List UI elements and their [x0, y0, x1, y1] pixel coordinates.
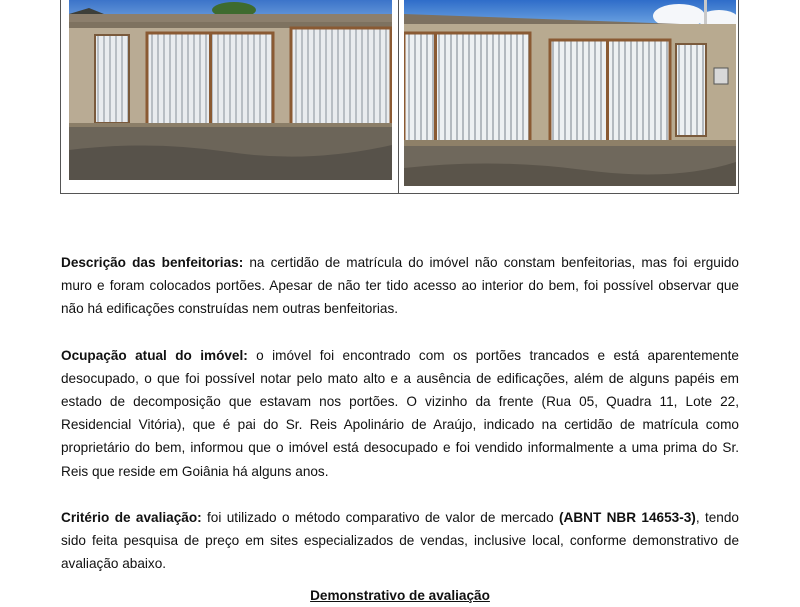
property-photo-left — [69, 0, 392, 180]
improvements-label: Descrição das benfeitorias: — [61, 254, 244, 270]
criteria-text-after: , tendo sido feita pesquisa de preço em sites especializados de vendas, inclusive local, conforme demonstrativo de avaliação abaixo. — [61, 509, 739, 571]
criteria-text-before: foi utilizado o método comparativo de valor de mercado — [201, 509, 559, 525]
photo-table — [60, 0, 739, 194]
criteria-standard: (ABNT NBR 14653-3) — [558, 509, 696, 525]
table-divider — [398, 0, 399, 194]
property-photo-right — [404, 0, 736, 186]
criteria-label: Critério de avaliação: — [61, 509, 202, 525]
improvements-description — [61, 251, 739, 321]
occupancy-label: Ocupação atual do imóvel: — [61, 347, 248, 363]
section-heading — [0, 584, 800, 607]
occupancy-text: o imóvel foi encontrado com os portões trancados e está aparentemente desocupado, o que foi possível notar pelo mato alto e a ausência de edificações, além de alguns papéis em estado de decomposição que estavam nos portões. O vizinho da frente (Rua 05, Quadra 11, Lote 22, Residencial Vitória), que é pai do Sr. Reis Apolinário de Araújo, indicado na certidão de matrícula como proprietário do bem, informou que o imóvel está desocupado e foi vendido informalmente a uma prima do Sr. Reis que reside em Goiânia há alguns anos. — [61, 347, 739, 479]
section-heading-text: Demonstrativo de avaliação — [310, 588, 490, 603]
improvements-text: na certidão de matrícula do imóvel não constam benfeitorias, mas foi erguido muro e foram colocados portões. Apesar de não ter tido acesso ao interior do bem, foi possível observar que não há edificações construídas nem outras benfeitorias. — [61, 254, 739, 316]
occupancy-description — [61, 344, 739, 483]
evaluation-criteria — [61, 506, 739, 576]
